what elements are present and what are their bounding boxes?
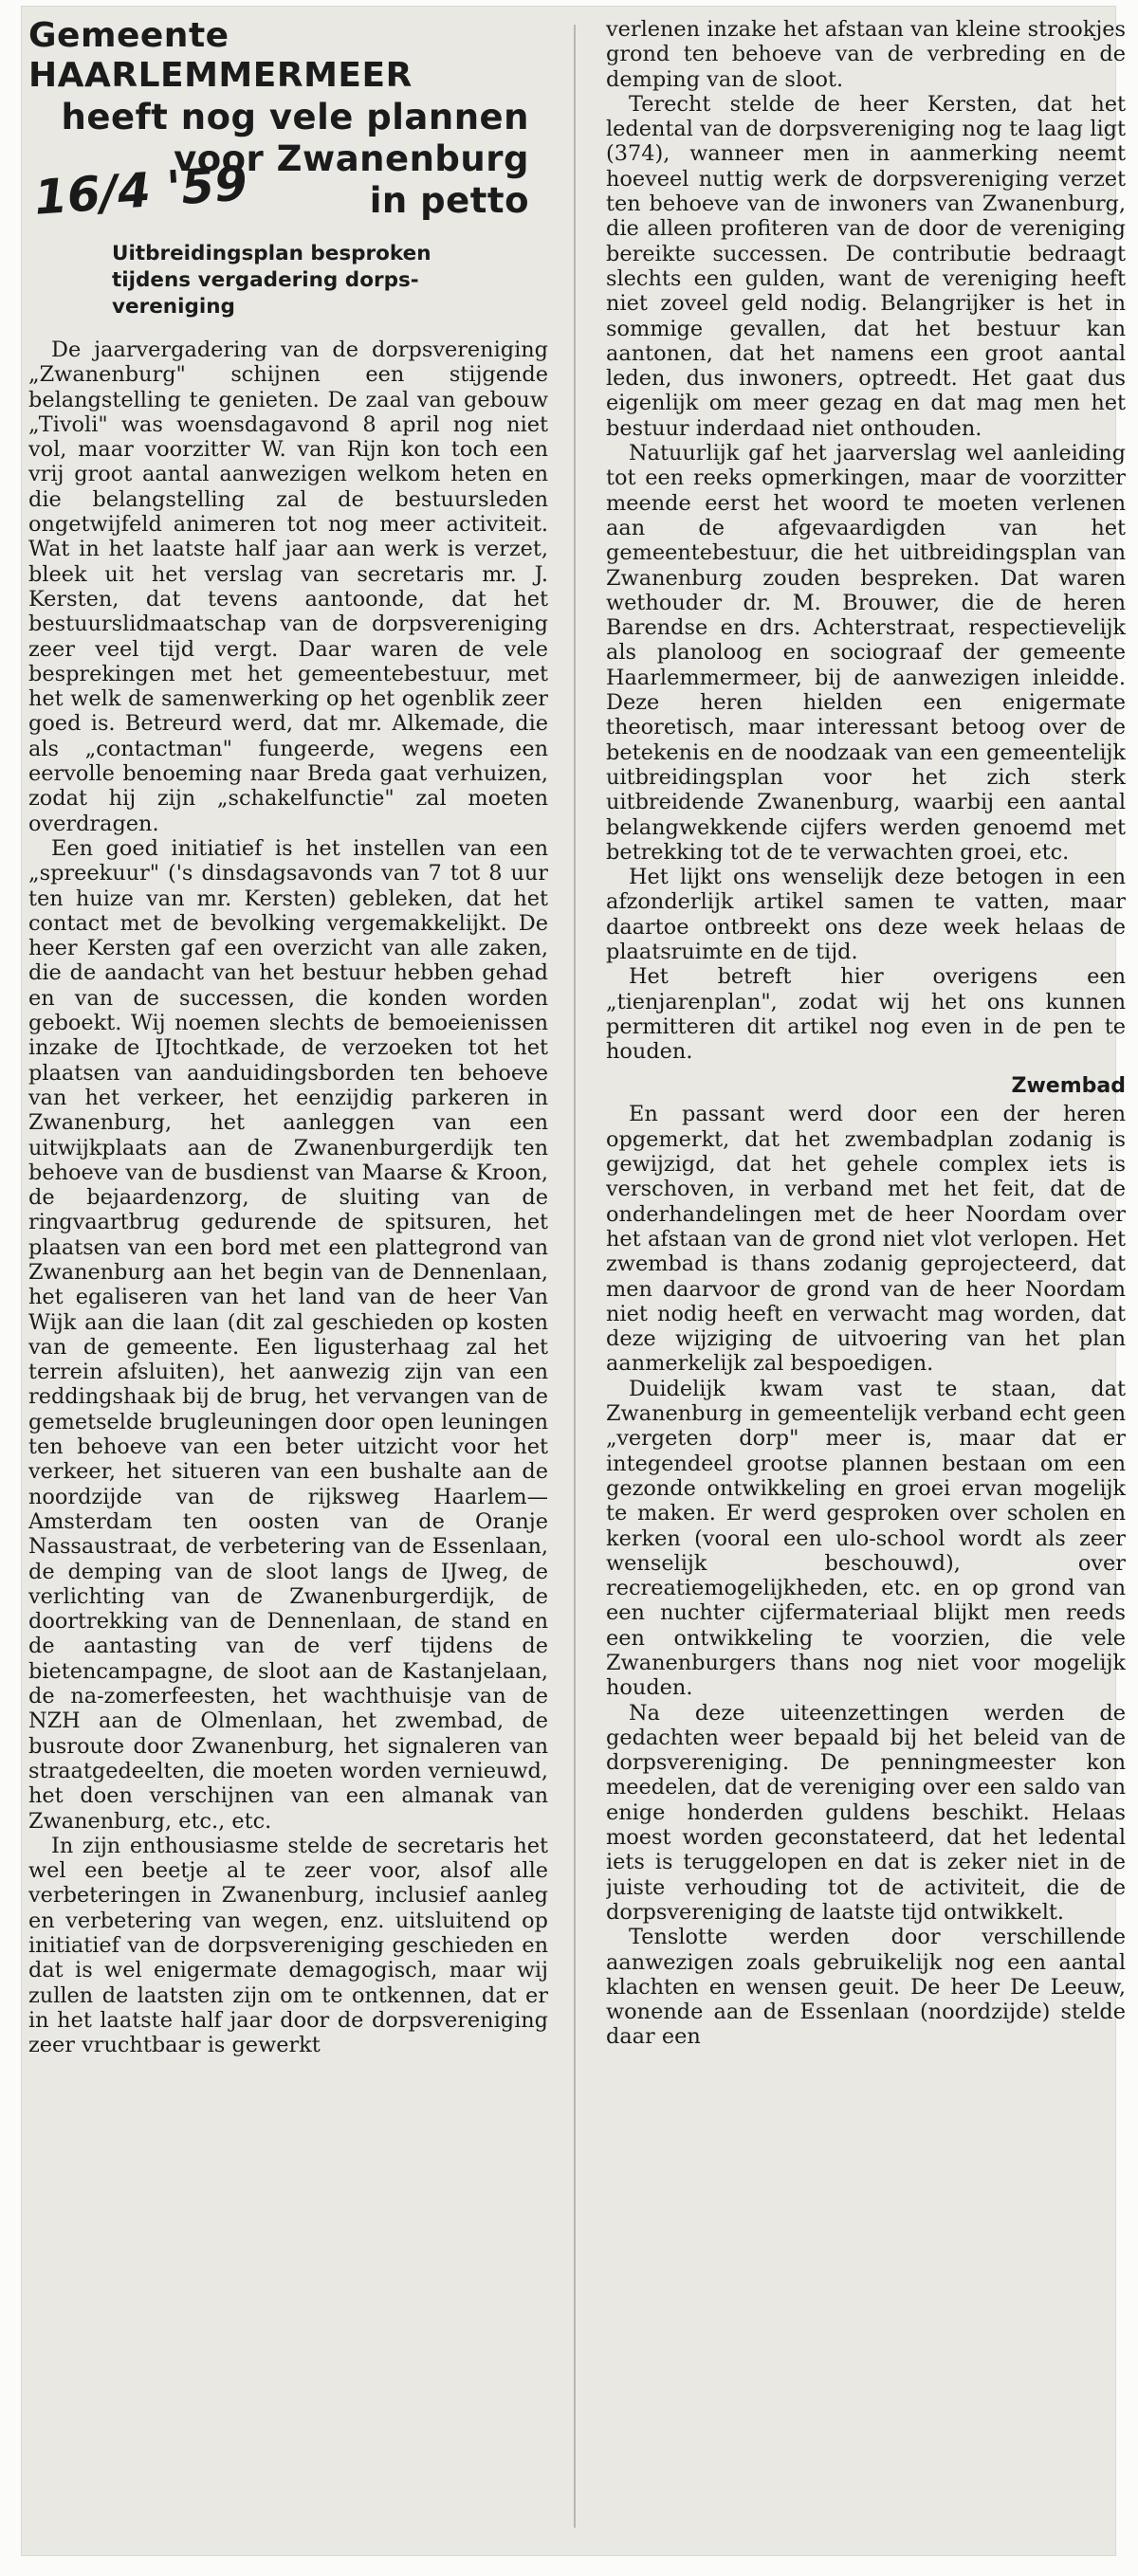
headline-line-2: HAARLEMMERMEER xyxy=(28,56,413,95)
right-column xyxy=(606,17,1126,2539)
headline-line-3: heeft nog vele plannen xyxy=(61,97,529,137)
left-paragraph-2: Een goed initiatief is het instellen van een „spreekuur" ('s dinsdagsavonds van 7 tot 8 uur ten huize van mr. Kersten) gebleken, dat het contact met de bevolking vergemakkelijkt. De heer Kersten gaf een overzicht van alle zaken, die de aandacht van het bestuur hebben gehad en van de successen, die konden worden geboekt. Wij noemen slechts de bemoeienissen inzake de IJtochtkade, de verzoeken tot het plaatsen van aanduidingsborden ten behoeve van het verkeer, het eenzijdig parkeren in Zwanenburg, het aanleggen van een uitwijkplaats aan de Zwanenburgerdijk ten behoeve van de busdienst van Maarse & Kroon, de bejaardenzorg, de sluiting van de ringvaartbrug gedurende de spitsuren, het plaatsen van een bord met een plattegrond van Zwanenburg aan het begin van de Dennenlaan, het egaliseren van het land van de heer Van Wijk aan die laan (dit zal geschieden op kosten van de gemeente. Een ligusterhaag zal het terrein afsluiten), het aanwezig zijn van een reddingshaak bij de brug, het vervangen van de gemetselde brugleuningen door open leuningen ten behoeve van een beter uitzicht voor het verkeer, het situeren van een bushalte aan de noordzijde van de rijksweg Haarlem—Amsterdam ten oosten van de Oranje Nassaustraat, de verbetering van de Essenlaan, de demping van de sloot langs de IJweg, de verlichting van de Zwanenburgerdijk, de doortrekking van de Dennenlaan, de stand en de aantasting van de verf tijdens de bietencampagne, de sloot aan de Kastanjelaan, de na-zomerfeesten, het wachthuisje van de NZH aan de Olmenlaan, het zwembad, de busroute door Zwanenburg, het signaleren van straatgedeelten, die moeten worden vernieuwd, het doen verschijnen van een almanak van Zwanenburg, etc., etc. xyxy=(28,835,548,1834)
right-lead-paragraph: verlenen inzake het afstaan van kleine strookjes grond ten behoeve van de verbreding en de demping van de sloot. xyxy=(606,17,1126,92)
left-column xyxy=(28,17,548,2539)
right-paragraph-4: Het betreft hier overigens een „tienjarenplan", zodat wij het ons kunnen permitteren dit artikel nog even in de pen te houden. xyxy=(606,964,1126,1065)
right-paragraph-5: En passant werd door een der heren opgemerkt, dat het zwembadplan zodanig is gewijzigd, dat het gehele complex iets is verschoven, in verband met het feit, dat de onderhandelingen met de heer Noordam over het afstaan van de grond niet vlot verlopen. Het zwembad is thans zodanig geprojecteerd, dat men daarvoor de grond van de heer Noordam niet nodig heeft en verwacht mag worden, dat deze wijziging de uitvoering van het plan aanmerkelijk zal bespoedigen. xyxy=(606,1102,1126,1377)
headline-line-5: in petto xyxy=(369,180,529,221)
column-divider xyxy=(574,25,576,2528)
right-paragraph-3: Het lijkt ons wenselijk deze betogen in een afzonderlijk artikel samen te vatten, maar daartoe ontbreekt ons deze week helaas de plaatsruimte en de tijd. xyxy=(606,865,1126,964)
right-paragraph-6: Duidelijk kwam vast te staan, dat Zwanenburg in gemeentelijk verband echt geen „vergeten dorp" meer is, maar dat er integendeel grootse plannen bestaan om een gezonde ontwikkeling en groei ervan mogelijk te maken. Er werd gesproken over scholen en kerken (vooral een ulo-school wordt als zeer wenselijk beschouwd), over recreatiemogelijkheden, etc. en op grond van een nuchter cijfermateriaal blijkt men reeds een ontwikkeling te voorzien, die vele Zwanenburgers thans nog niet voor mogelijk houden. xyxy=(606,1376,1126,1701)
subheadline: Uitbreidingsplan besproken tijdens vergadering dorps-vereniging xyxy=(112,242,431,319)
newspaper-clipping xyxy=(21,6,1126,2556)
headline-line-4: voor Zwanenburg xyxy=(174,138,529,179)
right-paragraph-2: Natuurlijk gaf het jaarverslag wel aanleiding tot een reeks opmerkingen, maar de voorzitter meende eerst het woord te moeten verlenen aan de afgevaardigden van het gemeentebestuur, die het uitbreidingsplan van Zwanenburg zouden bespreken. Dat waren wethouder dr. M. Brouwer, die de heren Barendse en drs. Achterstraat, respectievelijk als planoloog en sociograaf der gemeente Haarlemmermeer, bij de aanwezigen inleidde. Deze heren hielden een enigermate theoretisch, maar interessant betoog over de betekenis en de noodzaak van een gemeentelijk uitbreidingsplan voor het zich sterk uitbreidende Zwanenburg, waarbij een aantal belangwekkende cijfers werden genoemd met betrekking tot de te verwachten groei, etc. xyxy=(606,441,1126,865)
handwritten-date: 16/4 '59 xyxy=(32,155,249,226)
section-heading: Zwembad xyxy=(1011,1074,1126,1099)
left-paragraph-3: In zijn enthousiasme stelde de secretaris het wel een beetje al te zeer voor, alsof alle verbeteringen in Zwanenburg, inclusief aanleg en verbetering van wegen, enz. uitsluitend op initiatief van de dorpsvereniging geschieden en dat is wel enigermate demagogisch, maar wij zullen de laatsten zijn om te ontkennen, dat er in het laatste half jaar door de dorpsvereniging zeer vruchtbaar is gewerkt xyxy=(28,1833,548,2058)
right-paragraph-8: Tenslotte werden door verschillende aanwezigen zoals gebruikelijk nog een aantal klachten en wensen geuit. De heer De Leeuw, wonende aan de Essenlaan (noordzijde) stelde daar een xyxy=(606,1925,1126,2050)
left-paragraph-1: De jaarvergadering van de dorpsvereniging „Zwanenburg" schijnen een stijgende belangstelling te genieten. De zaal van gebouw „Tivoli" was woensdagavond 8 april nog niet vol, maar voorzitter W. van Rijn kon toch een vrij groot aantal aanwezigen welkom heten en die belangstelling zal de bestuursleden ongetwijfeld animeren tot nog meer activiteit. Wat in het laatste half jaar aan werk is verzet, bleek uit het verslag van secretaris mr. J. Kersten, dat tevens aantoonde, dat het bestuurslidmaatschap van de dorpsvereniging zeer veel tijd vergt. Daar waren de vele besprekingen met het gemeentebestuur, met het welk de samenwerking op het ogenblik zeer goed is. Betreurd werd, dat mr. Alkemade, die als „contactman" fungeerde, wegens een eervolle benoeming naar Breda gaat verhuizen, zodat hij zijn „schakelfunctie" zal moeten overdragen. xyxy=(28,338,548,836)
right-paragraph-1: Terecht stelde de heer Kersten, dat het ledental van de dorpsvereniging nog te laag ligt (374), wanneer men in aanmerking neemt hoeveel nuttig werk de dorpsvereniging verzet ten behoeve van de inwoners van Zwanenburg, die alleen profiteren van de door de vereniging bereikte successen. De contributie bedraagt slechts een gulden, want de vereniging heeft niet zoveel geld nodig. Belangrijker is het in sommige gevallen, dat het bestuur kan aantonen, dat het namens een groot aantal leden, dus inwoners, optreedt. Het gaat dus eigenlijk om meer gezag en dat mag men het bestuur inderdaad niet onthouden. xyxy=(606,91,1126,441)
right-paragraph-7: Na deze uiteenzettingen werden de gedachten weer bepaald bij het beleid van de dorpsvereniging. De penningmeester kon meedelen, dat de vereniging over een saldo van enige honderden guldens beschikt. Helaas moest worden geconstateerd, dat het ledental iets is teruggelopen en dat is zeker niet in de juiste verhouding tot de activiteit, die de dorpsvereniging de laatste tijd ontwikkelt. xyxy=(606,1700,1126,1925)
headline-line-1: Gemeente xyxy=(28,17,229,55)
